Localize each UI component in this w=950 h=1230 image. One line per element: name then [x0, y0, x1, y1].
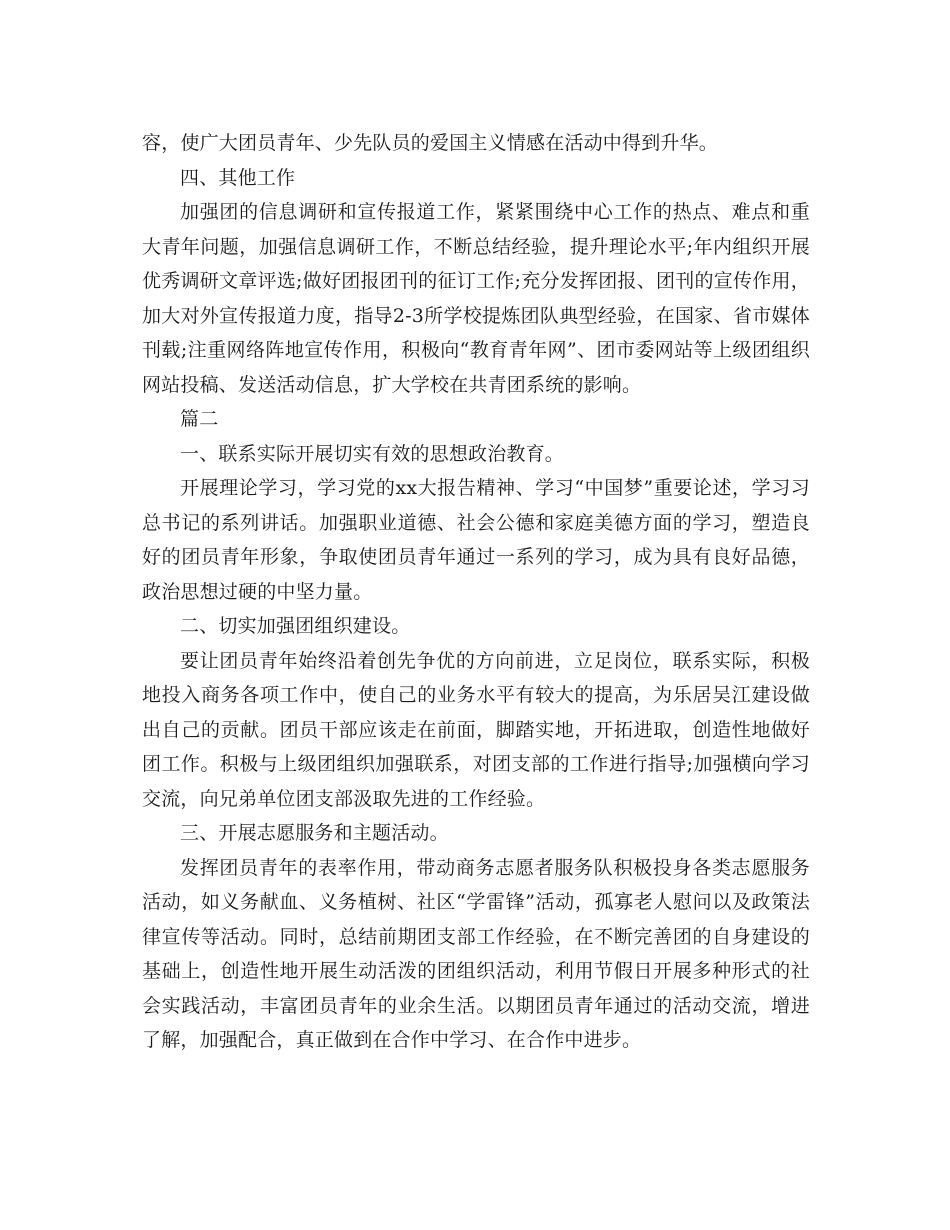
section-heading-organization-building: 二、切实加强团组织建设。: [180, 615, 411, 637]
paragraph-continuation: 容，使广大团员青年、少先队员的爱国主义情感在活动中得到升华。: [142, 132, 719, 154]
section-heading-volunteer-service: 三、开展志愿服务和主题活动。: [180, 822, 449, 844]
section-heading-part-two: 篇二: [180, 408, 219, 430]
section-heading-other-work: 四、其他工作: [180, 166, 296, 189]
document-body: [142, 126, 810, 1058]
paragraph-info-research: 加强团的信息调研和宣传报道工作，紧紧围绕中心工作的热点、难点和重大青年问题，加强信息调研工作，不断总结经验，提升理论水平;年内组织开展优秀调研文章评选;做好团报团刊的征订工作;充分发挥团报、团刊的宣传作用，加大对外宣传报道力度，指导2-3所学校提炼团队典型经验，在国家、省市媒体刊载;注重网络阵地宣传作用，积极向“教育青年网”、团市委网站等上级团组织网站投稿、发送活动信息，扩大学校在共青团系统的影响。: [142, 201, 810, 396]
paragraph-volunteer-service: 发挥团员青年的表率作用，带动商务志愿者服务队积极投身各类志愿服务活动，如义务献血、义务植树、社区“学雷锋”活动，孤寡老人慰问以及政策法律宣传等活动。同时，总结前期团支部工作经验，在不断完善团的自身建设的基础上，创造性地开展生动活泼的团组织活动，利用节假日开展多种形式的社会实践活动，丰富团员青年的业余生活。以期团员青年通过的活动交流，增进了解，加强配合，真正做到在合作中学习、在合作中进步。: [142, 856, 810, 1051]
paragraph-theory-study: 开展理论学习，学习党的xx大报告精神、学习“中国梦”重要论述，学习习总书记的系列讲话。加强职业道德、社会公德和家庭美德方面的学习，塑造良好的团员青年形象，争取使团员青年通过一系列的学习，成为具有良好品德，政治思想过硬的中坚力量。: [142, 477, 810, 603]
section-heading-political-education: 一、联系实际开展切实有效的思想政治教育。: [180, 442, 565, 465]
paragraph-organization-building: 要让团员青年始终沿着创先争优的方向前进，立足岗位，联系实际，积极地投入商务各项工作中，使自己的业务水平有较大的提高，为乐居吴江建设做出自己的贡献。团员干部应该走在前面，脚踏实地，开拓进取，创造性地做好团工作。积极与上级团组织加强联系，对团支部的工作进行指导;加强横向学习交流，向兄弟单位团支部汲取先进的工作经验。: [142, 649, 810, 810]
